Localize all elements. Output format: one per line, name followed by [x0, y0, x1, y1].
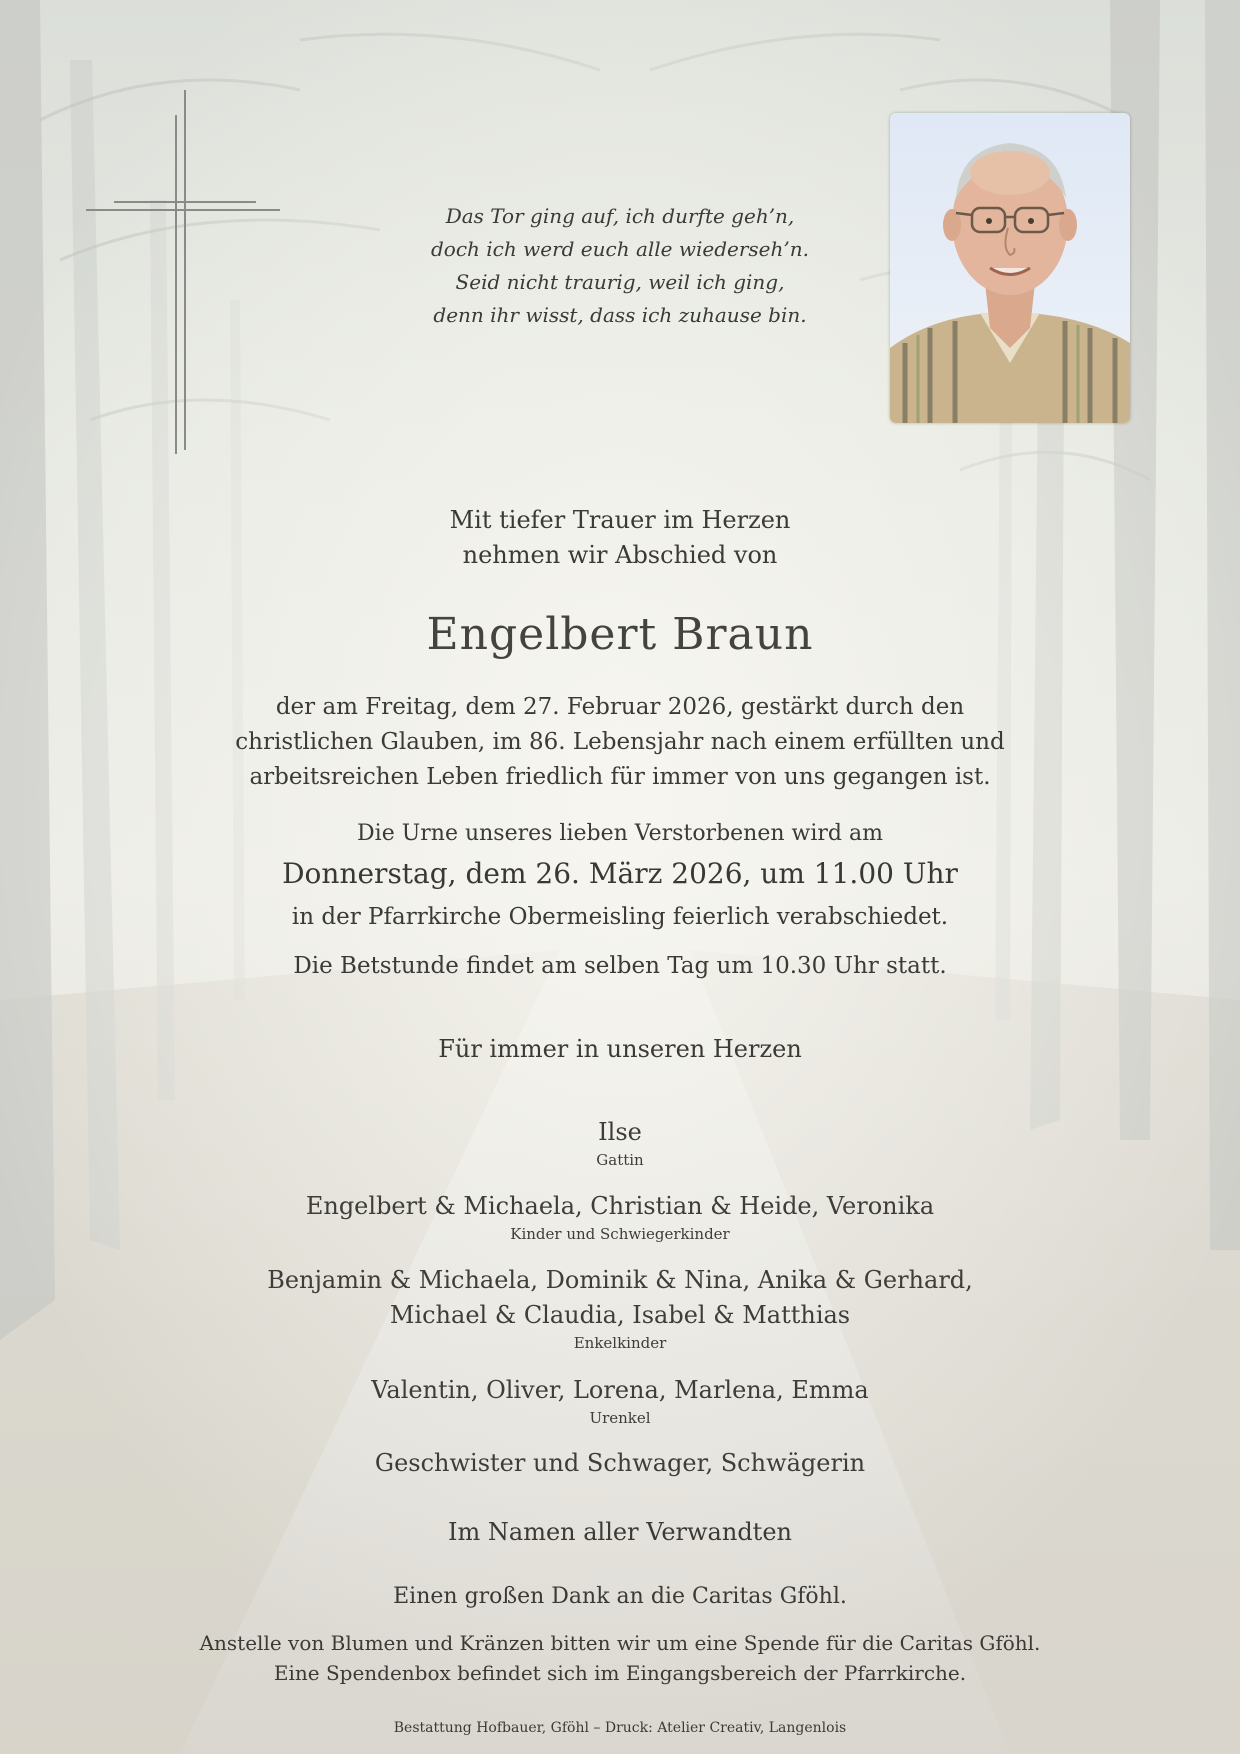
portrait-photo — [890, 113, 1130, 423]
footer-credits: Bestattung Hofbauer, Gföhl – Druck: Atelier Creativ, Langenlois — [393, 1720, 847, 1736]
on-behalf-line: Im Namen aller Verwandten — [448, 1518, 792, 1546]
deceased-name: Engelbert Braun — [426, 609, 814, 660]
intro-line: nehmen wir Abschied von — [462, 541, 778, 569]
thanks-line: Einen großen Dank an die Caritas Gföhl. — [393, 1584, 847, 1609]
family-names: Michael & Claudia, Isabel & Matthias — [389, 1301, 851, 1329]
announcement-line: der am Freitag, dem 27. Februar 2026, gestärkt durch den — [275, 694, 965, 720]
family-group-great-grandchildren — [0, 1373, 1240, 1428]
family-role: Gattin — [596, 1151, 644, 1169]
family-role: Enkelkinder — [573, 1334, 667, 1352]
announcement-line: christlichen Glauben, im 86. Lebensjahr nach einem erfüllten und — [235, 729, 1005, 755]
family-role: Kinder und Schwiegerkinder — [510, 1225, 730, 1243]
prayer-hour-note: Die Betstunde findet am selben Tag um 10.30 Uhr statt. — [293, 953, 947, 979]
family-names: Valentin, Oliver, Lorena, Marlena, Emma — [371, 1376, 869, 1404]
ceremony-intro: Die Urne unseres lieben Verstorbenen wird am — [357, 821, 883, 846]
family-group-siblings — [0, 1446, 1240, 1481]
verse-line: Das Tor ging auf, ich durfte geh’n, — [445, 204, 795, 228]
family-group-children — [0, 1189, 1240, 1244]
family-group-spouse — [0, 1115, 1240, 1170]
remembrance-line: Für immer in unseren Herzen — [438, 1035, 802, 1063]
ceremony-date-time: Donnerstag, dem 26. März 2026, um 11.00 Uhr — [282, 857, 958, 890]
family-names: Engelbert & Michaela, Christian & Heide, Veronika — [305, 1192, 935, 1220]
verse-line: denn ihr wisst, dass ich zuhause bin. — [433, 303, 807, 327]
family-names: Benjamin & Michaela, Dominik & Nina, Anika & Gerhard, — [267, 1266, 973, 1294]
donation-line: Eine Spendenbox befindet sich im Eingangsbereich der Pfarrkirche. — [273, 1661, 967, 1685]
family-names: Ilse — [598, 1118, 642, 1146]
family-role: Urenkel — [589, 1409, 651, 1427]
donation-note — [0, 1628, 1240, 1688]
intro-text — [0, 503, 1240, 573]
donation-line: Anstelle von Blumen und Kränzen bitten wir um eine Spende für die Caritas Gföhl. — [199, 1631, 1041, 1655]
family-group-grandchildren — [0, 1263, 1240, 1353]
intro-line: Mit tiefer Trauer im Herzen — [449, 506, 791, 534]
announcement-text — [0, 690, 1240, 795]
announcement-line: arbeitsreichen Leben friedlich für immer von uns gegangen ist. — [249, 764, 991, 790]
verse-line: Seid nicht traurig, weil ich ging, — [455, 270, 785, 294]
family-names: Geschwister und Schwager, Schwägerin — [374, 1449, 866, 1477]
ceremony-place: in der Pfarrkirche Obermeisling feierlich verabschiedet. — [291, 904, 949, 930]
verse-line: doch ich werd euch alle wiederseh’n. — [431, 237, 809, 261]
